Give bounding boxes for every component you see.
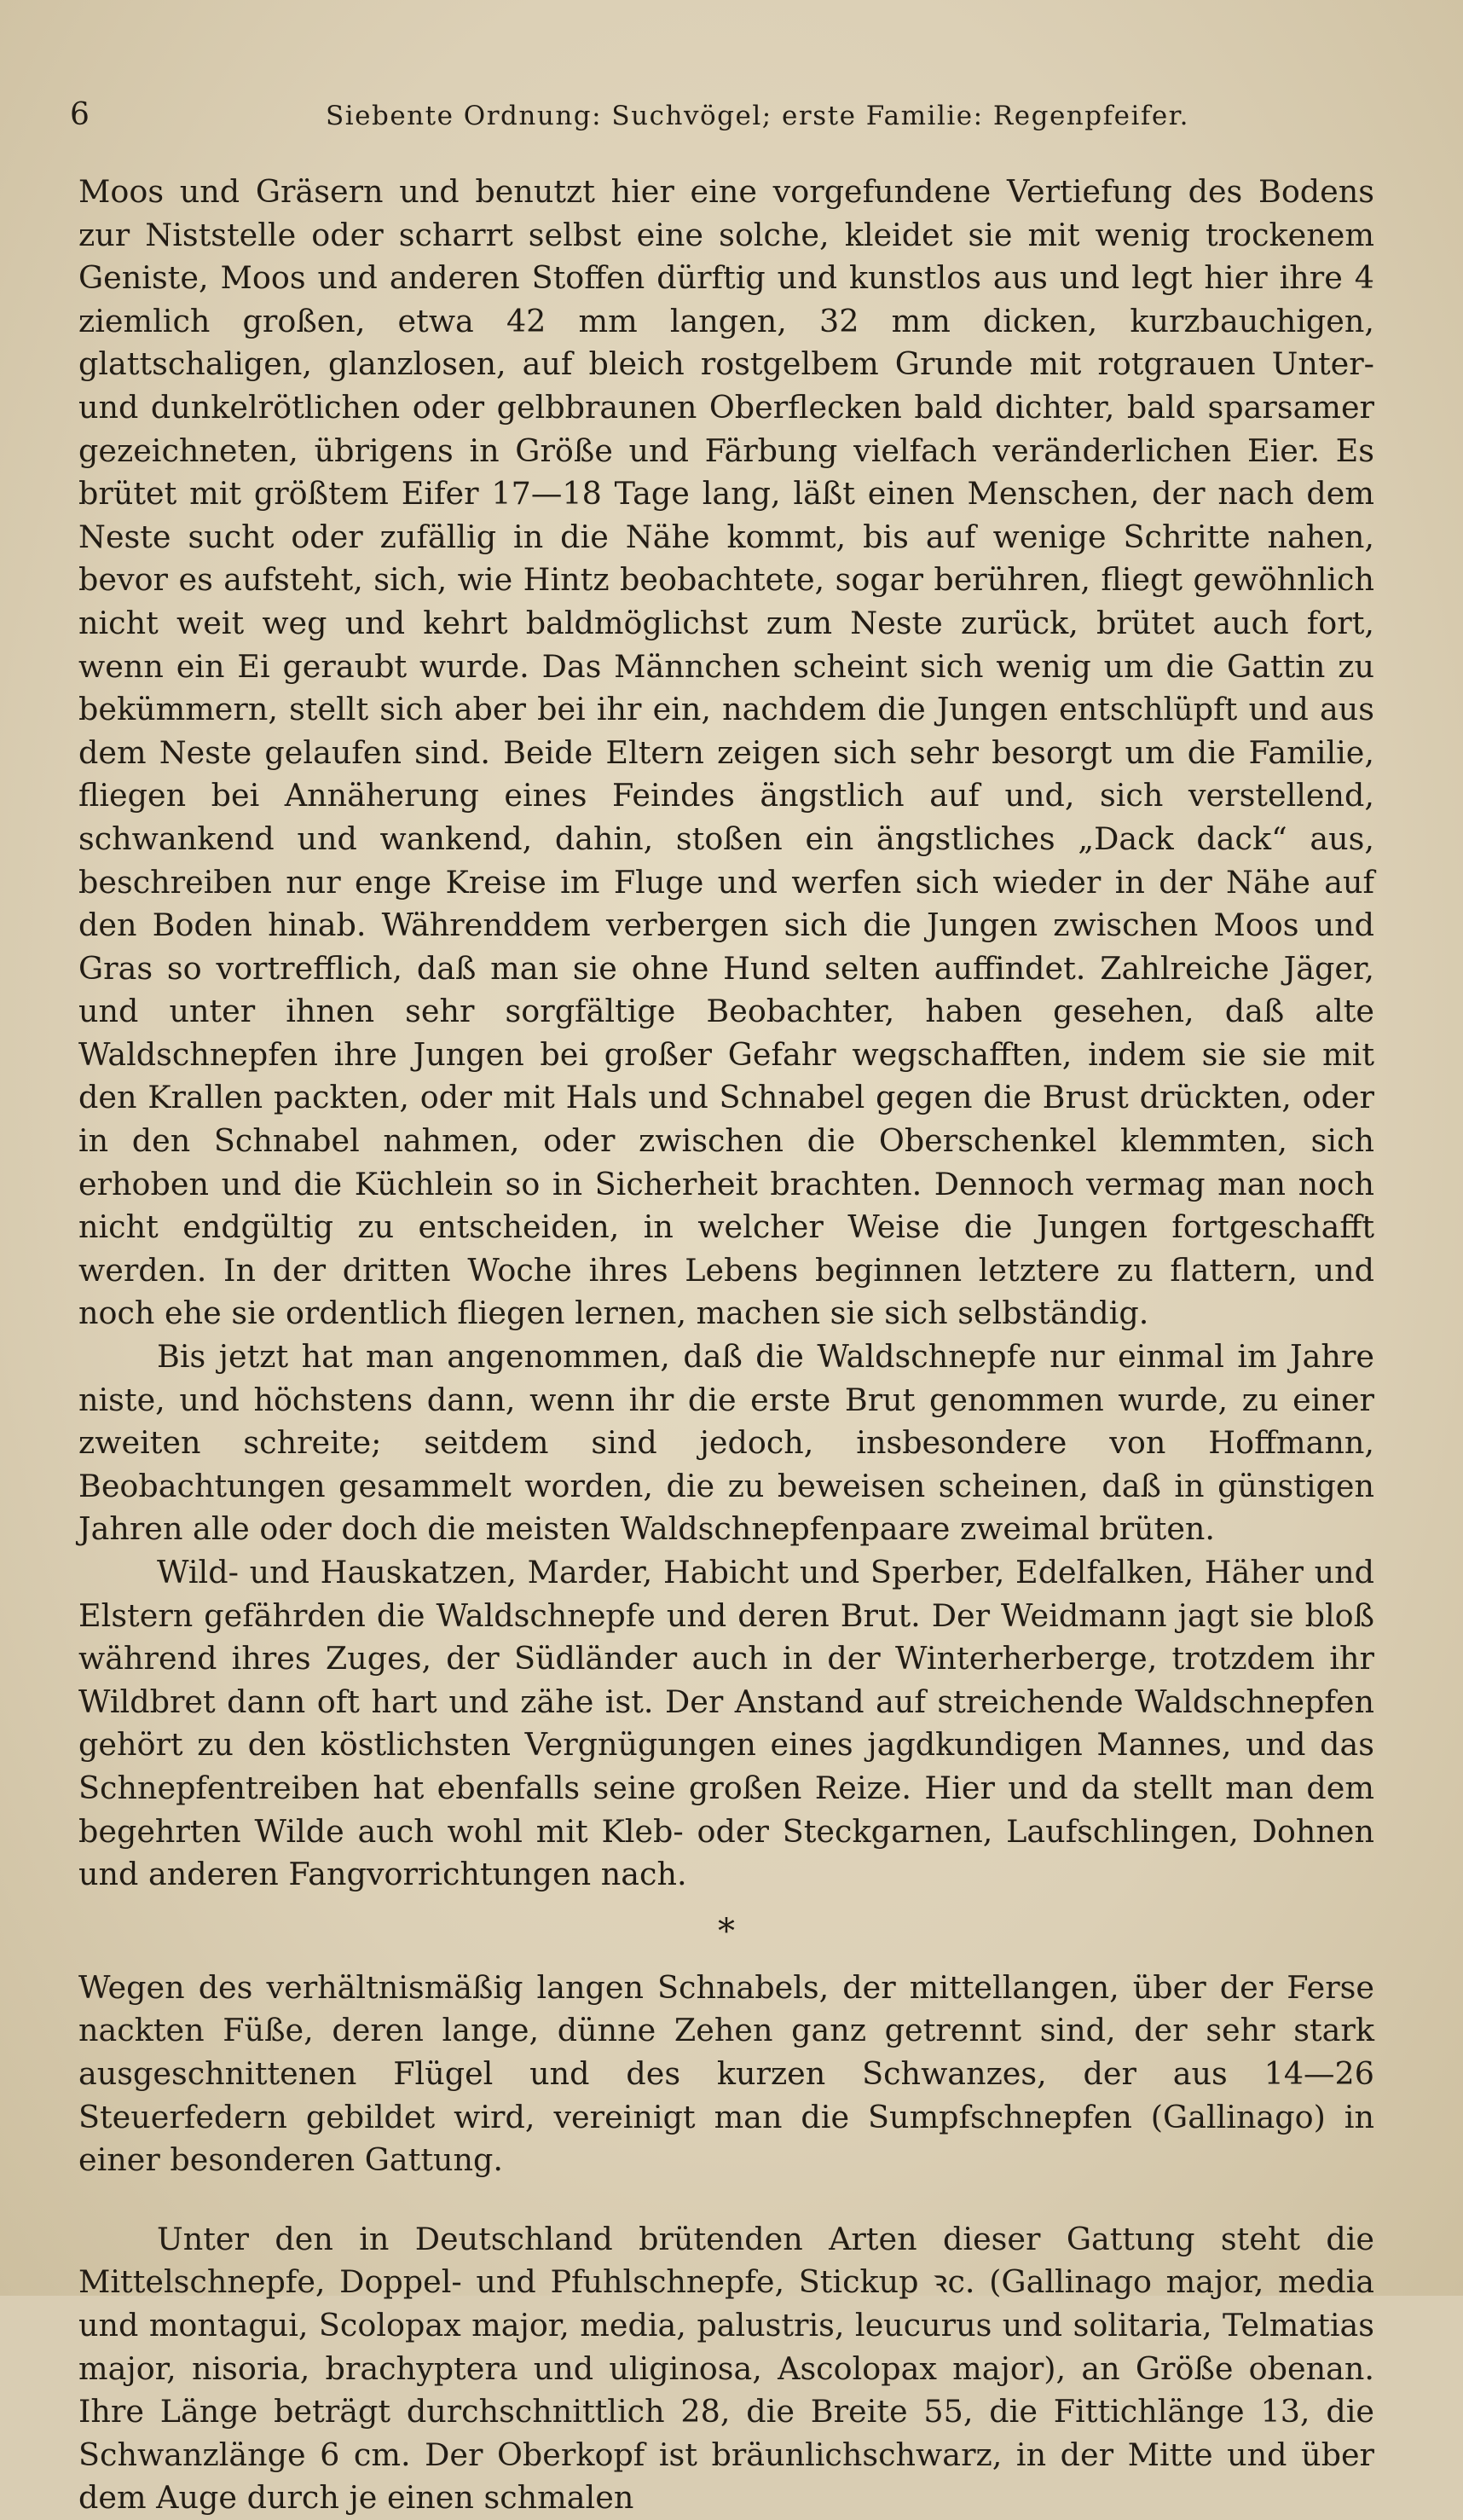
paragraph-great-snipe: Unter den in Deutschland brütenden Arten dieser Gattung steht die Mittelschnepfe, Doppel- und Pfuhlschnepfe, Stickup ꝛc. (Gallinago major, media und montagui, Scolopax major, media, palustris, leucurus und solitaria, Telmatias major, nisoria, brachyptera und uliginosa, Ascolopax major), an Größe obenan. Ihre Länge beträgt durchschnittlich 28, die Breite 55, die Fittichlänge 13, die Schwanzlänge 6 cm. Der Oberkopf ist bräunlichschwarz, in der Mitte und über dem Auge durch je einen schmalen	[78, 2220, 1374, 2517]
paragraph-enemies-hunting: Wild- und Hauskatzen, Marder, Habicht und Sperber, Edelfalken, Häher und Elstern gefährden die Waldschnepfe und deren Brut. Der Weidmann jagt sie bloß während ihres Zuges, der Südländer auch in der Winterherberge, trotzdem ihr Wildbret dann oft hart und zähe ist. Der Anstand auf streichende Waldschnepfen gehört zu den köstlichsten Vergnügungen eines jagdkundigen Mannes, und das Schnepfentreiben hat ebenfalls seine großen Reize. Hier und da stellt man dem begehrten Wilde auch wohl mit Kleb- oder Steckgarnen, Laufschlingen, Dohnen und anderen Fangvorrichtungen nach.	[78, 1554, 1374, 1893]
section-break-asterisk: *	[718, 1911, 735, 1951]
paragraph-genus-gallinago: Wegen des verhältnismäßig langen Schnabels, der mittellangen, über der Ferse nackten Füße, deren lange, dünne Zehen ganz getrennt sind, der sehr stark ausgeschnittenen Flügel und des kurzen Schwanzes, der aus 14—26 Steuerfedern gebildet wird, vereinigt man die Sumpfschnepfen (Gallinago) in einer besonderen Gattung.	[78, 1968, 1374, 2179]
page-number: 6	[70, 97, 90, 132]
body-text	[78, 171, 1374, 2520]
paragraph-nesting: Moos und Gräsern und benutzt hier eine vorgefundene Vertiefung des Bodens zur Niststelle oder scharrt selbst eine solche, kleidet sie mit wenig trockenem Geniste, Moos und anderen Stoffen dürftig und kunstlos aus und legt hier ihre 4 ziemlich großen, etwa 42 mm langen, 32 mm dicken, kurzbauchigen, glattschaligen, glanzlosen, auf bleich rostgelbem Grunde mit rotgrauen Unter- und dunkelrötlichen oder gelbbraunen Oberflecken bald dichter, bald sparsamer gezeichneten, übrigens in Größe und Färbung vielfach veränderlichen Eier. Es brütet mit größtem Eifer 17—18 Tage lang, läßt einen Menschen, der nach dem Neste sucht oder zufällig in die Nähe kommt, bis auf wenige Schritte nahen, bevor es aufsteht, sich, wie Hintz beobachtete, sogar berühren, fliegt gewöhnlich nicht weit weg und kehrt baldmöglichst zum Neste zurück, brütet auch fort, wenn ein Ei geraubt wurde. Das Männchen scheint sich wenig um die Gattin zu bekümmern, stellt sich aber bei ihr ein, nachdem die Jungen entschlüpft und aus dem Neste gelaufen sind. Beide Eltern zeigen sich sehr besorgt um die Familie, fliegen bei Annäherung eines Feindes ängstlich auf und, sich verstellend, schwankend und wankend, dahin, stoßen ein ängstliches „Dack dack“ aus, beschreiben nur enge Kreise im Fluge und werfen sich wieder in der Nähe auf den Boden hinab. Währenddem verbergen sich die Jungen zwischen Moos und Gras so vortrefflich, daß man sie ohne Hund selten auffindet. Zahlreiche Jäger, und unter ihnen sehr sorgfältige Beobachter, haben gesehen, daß alte Waldschnepfen ihre Jungen bei großer Gefahr wegschafften, indem sie sie mit den Krallen packten, oder mit Hals und Schnabel gegen die Brust drückten, oder in den Schnabel nahmen, oder zwischen die Oberschenkel klemmten, sich erhoben und die Küchlein so in Sicherheit brachten. Dennoch vermag man noch nicht endgültig zu entscheiden, in welcher Weise die Jungen fortgeschafft werden. In der dritten Woche ihres Lebens beginnen letztere zu flattern, und noch ehe sie ordentlich fliegen lernen, machen sie sich selbständig.	[78, 173, 1374, 1332]
page-header	[70, 94, 1369, 145]
paragraph-second-brood: Bis jetzt hat man angenommen, daß die Waldschnepfe nur einmal im Jahre niste, und höchstens dann, wenn ihr die erste Brut genommen wurde, zu einer zweiten schreite; seitdem sind jedoch, insbesondere von Hoffmann, Beobachtungen gesammelt worden, die zu beweisen scheinen, daß in günstigen Jahren alle oder doch die meisten Waldschnepfenpaare zweimal brüten.	[78, 1338, 1374, 1548]
running-head: Siebente Ordnung: Suchvögel; erste Familie: Regenpfeifer.	[326, 101, 1189, 131]
paragraph-gap	[78, 2182, 1374, 2218]
